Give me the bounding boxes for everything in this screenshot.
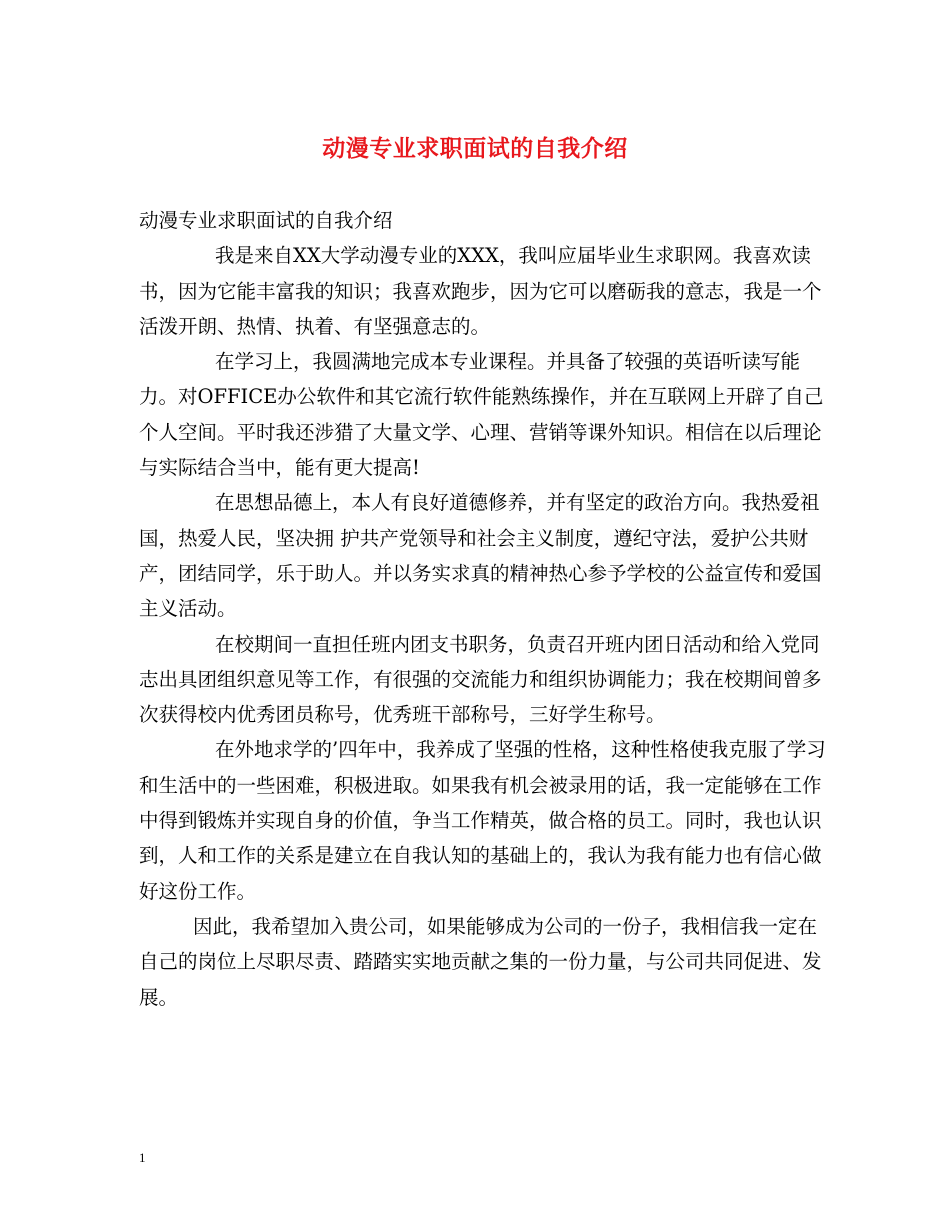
paragraph-morality: 在思想品德上，本人有良好道德修养，并有坚定的政治方向。我热爱祖国，热爱人民，坚决拥 护共产党领导和社会主义制度，遵纪守法，爱护公共财产，团结同学，乐于助人。并以务实求真的精神热心参予学校的公益宣传和爱国主义活动。 <box>139 491 822 621</box>
heading-line: 动漫专业求职面试的自我介绍 <box>139 209 393 232</box>
paragraph-conclusion: 因此，我希望加入贵公司，如果能够成为公司的一份子，我相信我一定在自己的岗位上尽职尽责、踏踏实实地贡献之集的一份力量，与公司共同促进、发展。 <box>139 914 822 1009</box>
document-body <box>139 203 829 1015</box>
paragraph-study: 在学习上，我圆满地完成本专业课程。并具备了较强的英语听读写能力。对OFFICE办公软件和其它流行软件能熟练操作，并在互联网上开辟了自己个人空间。平时我还涉猎了大量文学、心理、营销等课外知识。相信在以后理论与实际结合当中，能有更大提高! <box>139 350 824 480</box>
page-number: 1 <box>139 1150 146 1165</box>
document-title: 动漫专业求职面试的自我介绍 <box>322 135 628 162</box>
paragraph-school-duties: 在校期间一直担任班内团支书职务，负责召开班内团日活动和给入党同志出具团组织意见等工作，有很强的交流能力和组织协调能力；我在校期间曾多次获得校内优秀团员称号，优秀班干部称号，三好学生称号。 <box>139 632 822 727</box>
paragraph-character: 在外地求学的’四年中，我养成了坚强的性格，这种性格使我克服了学习和生活中的一些困难，积极进取。如果我有机会被录用的话，我一定能够在工作中得到锻炼并实现自身的价值，争当工作精英，做合格的员工。同时，我也认识到，人和工作的关系是建立在自我认知的基础上的，我认为我有能力也有信心做好这份工作。 <box>139 738 826 903</box>
paragraph-intro: 我是来自XX大学动漫专业的XXX，我叫应届毕业生求职网。我喜欢读书，因为它能丰富我的知识；我喜欢跑步，因为它可以磨砺我的意志，我是一个活泼开朗、热情、执着、有坚强意志的。 <box>139 244 822 338</box>
